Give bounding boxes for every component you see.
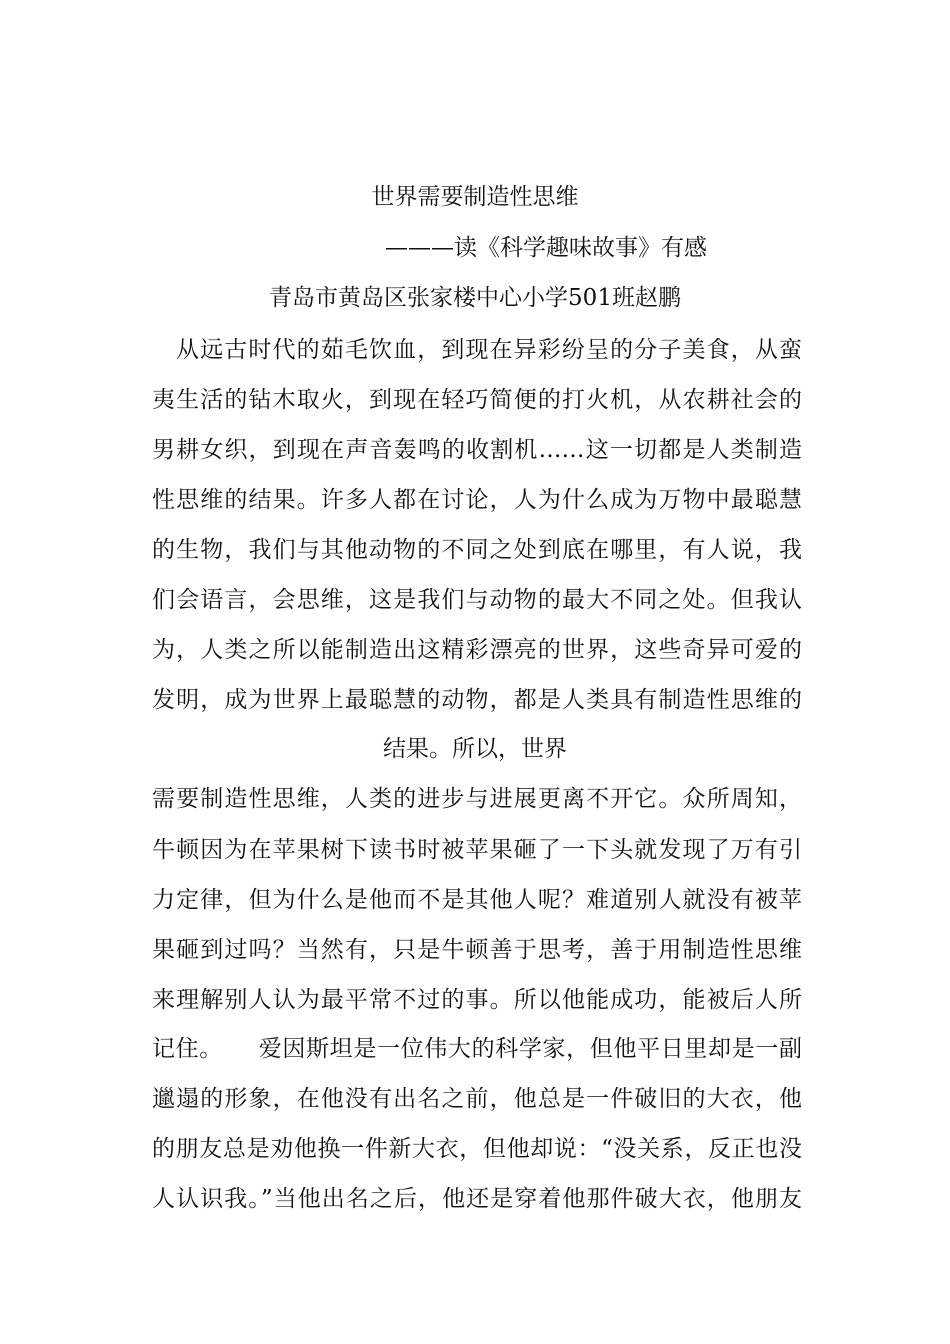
paragraph-line: 果砸到过吗？当然有，只是牛顿善于思考，善于用制造性思维 bbox=[152, 937, 802, 963]
paragraph-line: 性思维的结果。许多人都在讨论，人为什么成为万物中最聪慧 bbox=[152, 487, 802, 513]
paragraph-line: 结果。所以，世界 bbox=[383, 736, 567, 762]
document-author: 青岛市黄岛区张家楼中心小学501班赵鹏 bbox=[269, 285, 681, 311]
paragraph-line: 为，人类之所以能制造出这精彩漂亮的世界，这些奇异可爱的 bbox=[152, 637, 802, 663]
paragraph-line: 的朋友总是劝他换一件新大衣，但他却说：“没关系，反正也没 bbox=[152, 1136, 802, 1162]
paragraph-line: 的生物，我们与其他动物的不同之处到底在哪里，有人说，我 bbox=[152, 537, 802, 563]
document-title: 世界需要制造性思维 bbox=[371, 184, 579, 210]
paragraph-line: 从远古时代的茹毛饮血，到现在异彩纷呈的分子美食，从蛮 bbox=[176, 337, 802, 363]
paragraph-line: 需要制造性思维，人类的进步与进展更离不开它。众所周知， bbox=[152, 786, 802, 812]
paragraph-line: 们会语言，会思维，这是我们与动物的最大不同之处。但我认 bbox=[152, 587, 802, 613]
paragraph-line: 力定律，但为什么是他而不是其他人呢？难道别人就没有被苹 bbox=[152, 887, 802, 913]
paragraph-line: 人认识我。”当他出名之后，他还是穿着他那件破大衣，他朋友 bbox=[152, 1186, 802, 1212]
paragraph-line: 男耕女织，到现在声音轰鸣的收割机……这一切都是人类制造 bbox=[152, 437, 802, 463]
paragraph-line: 发明，成为世界上最聪慧的动物，都是人类具有制造性思维的 bbox=[152, 687, 802, 713]
paragraph-line: 记住。 爱因斯坦是一位伟大的科学家，但他平日里却是一副 bbox=[152, 1036, 802, 1062]
paragraph-line: 牛顿因为在苹果树下读书时被苹果砸了一下头就发现了万有引 bbox=[152, 837, 802, 863]
paragraph-line: 邋遢的形象，在他没有出名之前，他总是一件破旧的大衣，他 bbox=[152, 1086, 802, 1112]
document-subtitle: ———读《科学趣味故事》有感 bbox=[385, 235, 707, 261]
paragraph-line: 来理解别人认为最平常不过的事。所以他能成功，能被后人所 bbox=[152, 987, 802, 1013]
paragraph-line: 夷生活的钻木取火，到现在轻巧简便的打火机，从农耕社会的 bbox=[152, 387, 802, 413]
